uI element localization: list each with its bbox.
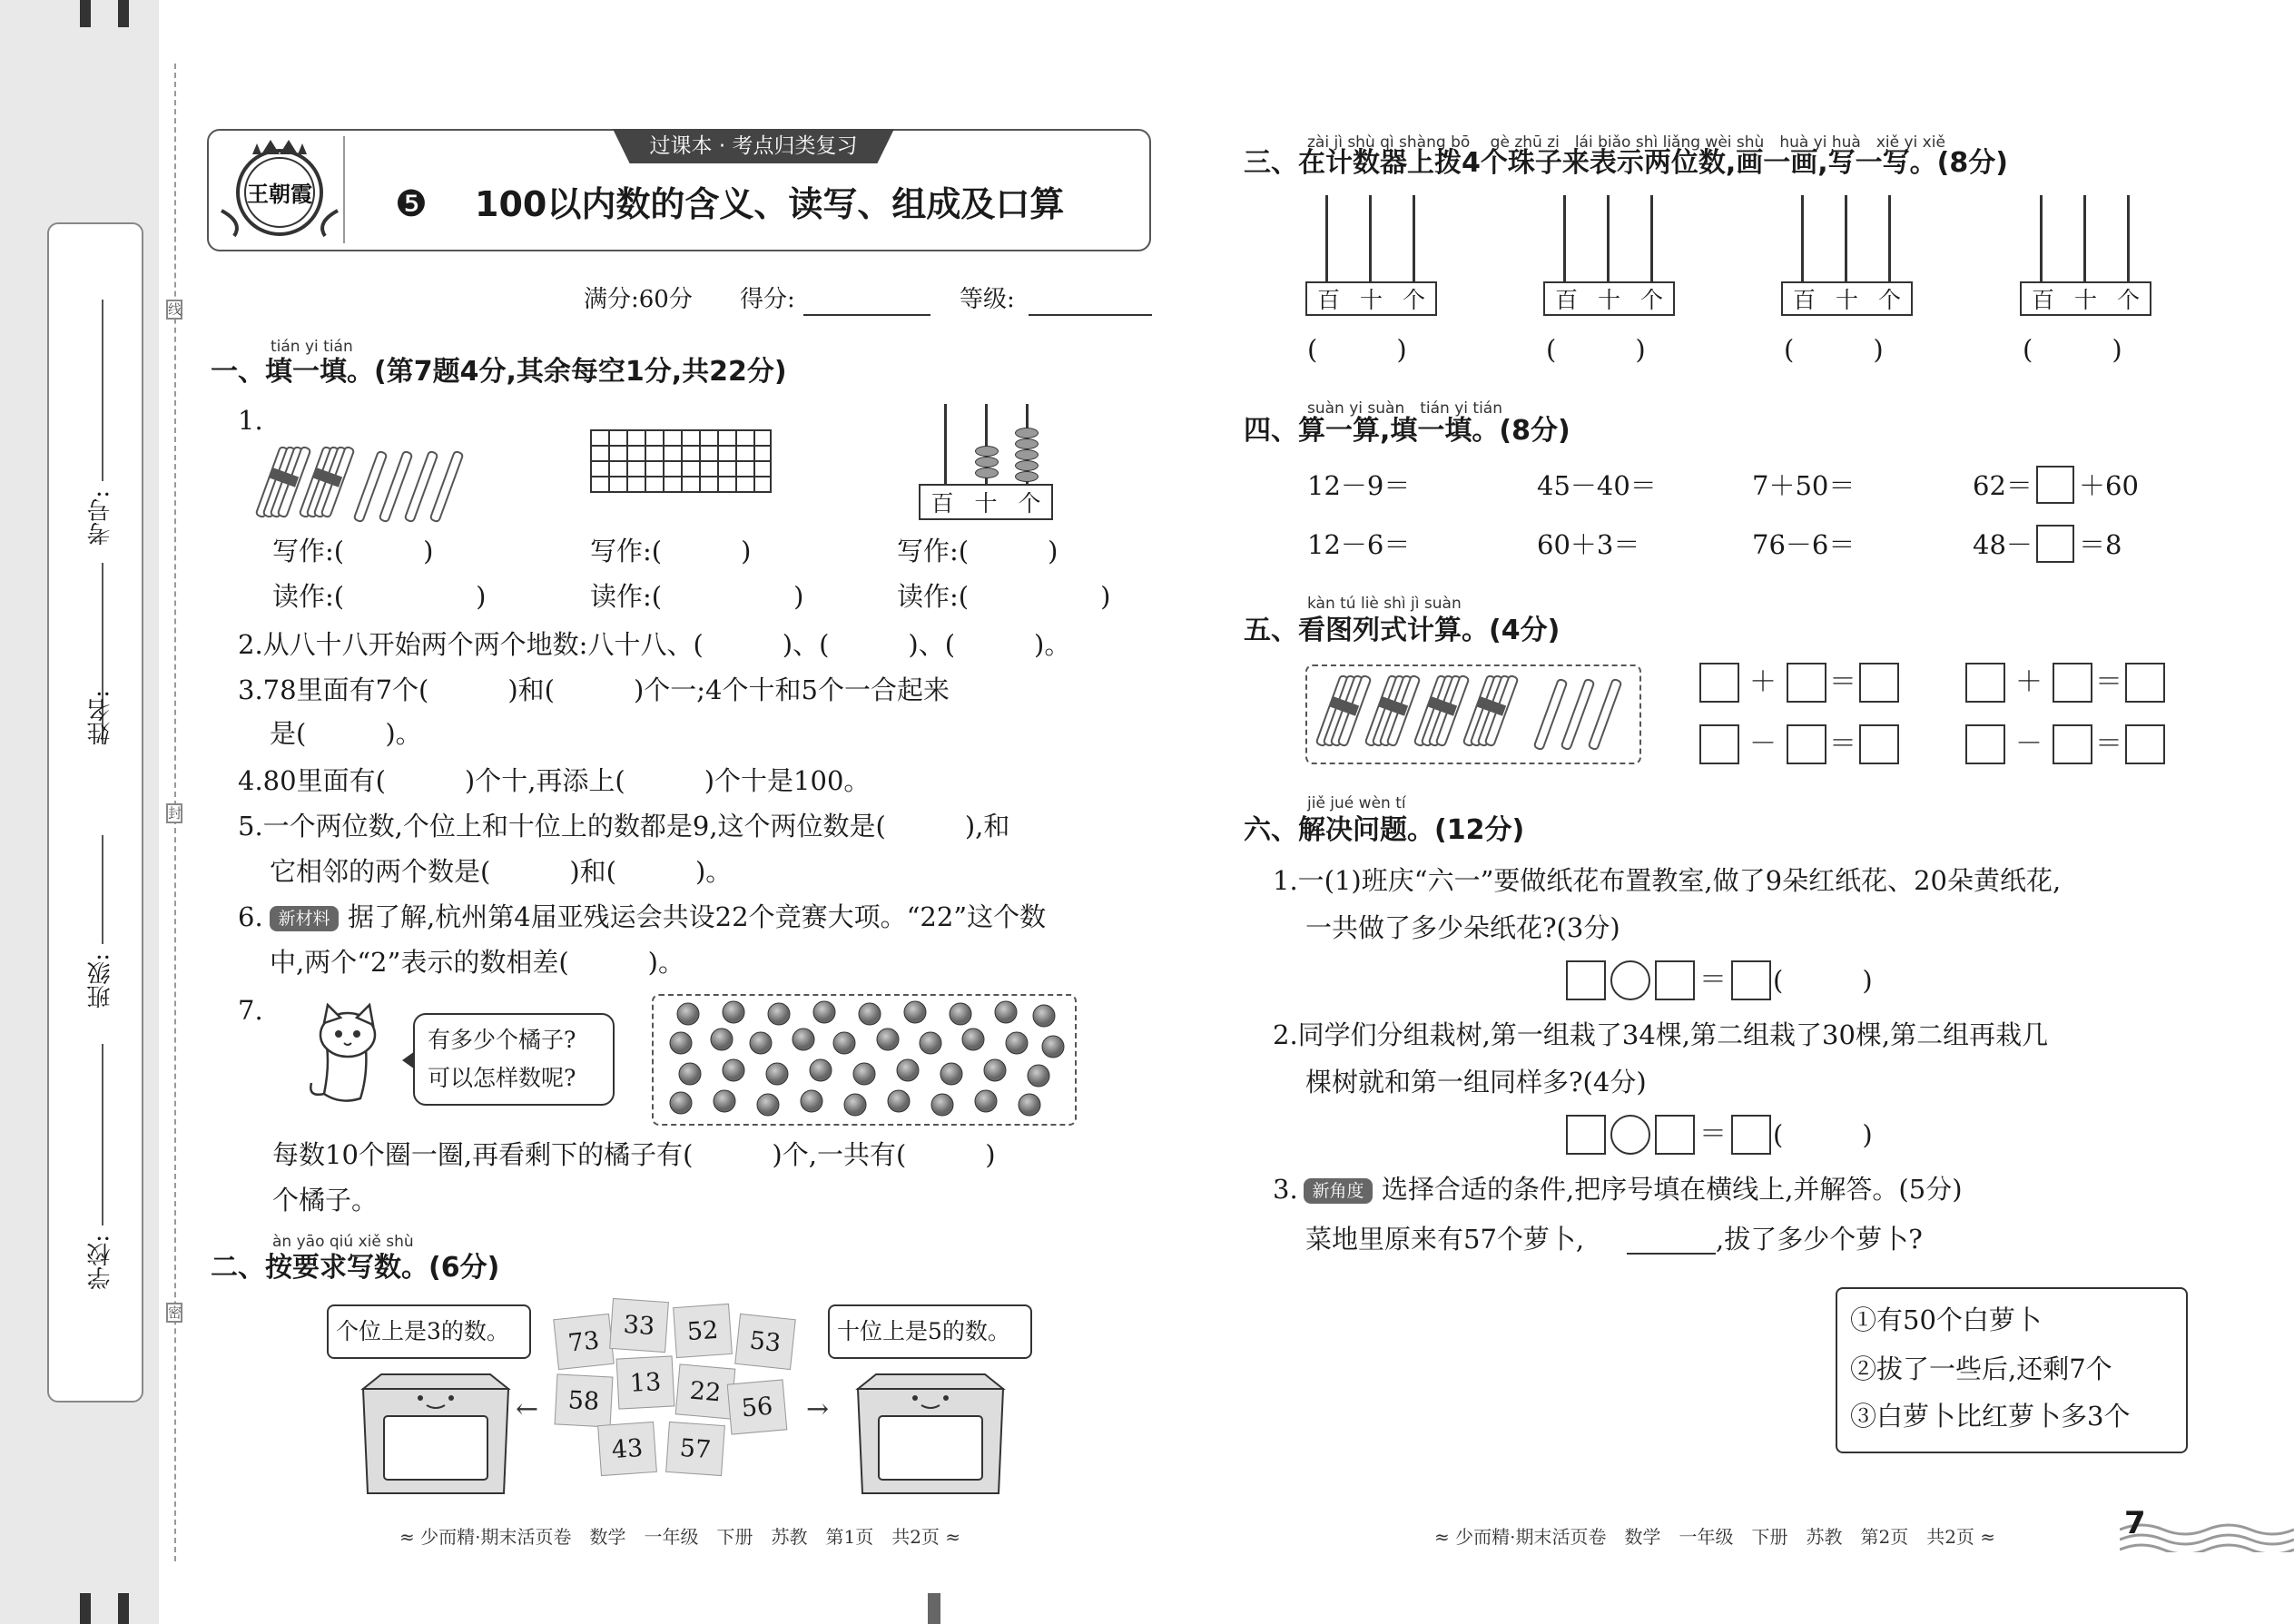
answer-box[interactable] — [1859, 663, 1899, 703]
seam-label: 线 — [168, 301, 182, 318]
calc: ＋60 — [2079, 470, 2139, 501]
speech-bubble — [413, 1013, 615, 1106]
pinyin: tián yi tián — [271, 338, 353, 356]
section-2-title: 二、按要求写数。(6分) — [211, 1252, 500, 1284]
number-card[interactable]: 52 — [673, 1304, 733, 1358]
answer-paren[interactable]: ( ) — [1546, 334, 1646, 365]
equals-sign: ＝ — [1829, 728, 1856, 760]
place-label: 个 — [1877, 287, 1901, 313]
place-label: 个 — [1018, 490, 1041, 517]
question-4: 4.80里面有( )个十,再添上( )个十是100。 — [238, 765, 871, 796]
calc: ＝8 — [2079, 529, 2122, 560]
pinyin: kàn tú liè shì jì suàn — [1307, 595, 1462, 613]
minus-sign: － — [1749, 728, 1777, 760]
question-2: 2.从八十八开始两个两个地数:八十八、( )、( )、( )。 — [238, 629, 1071, 660]
place-label: 十 — [1835, 287, 1858, 313]
option: ③白萝卜比红萝卜多3个 — [1850, 1401, 2131, 1432]
grade-label: 等级: — [960, 286, 1015, 313]
number-card[interactable]: 22 — [675, 1363, 736, 1419]
counter-4[interactable] — [2020, 195, 2151, 322]
answer-box[interactable] — [2036, 525, 2074, 563]
pinyin: jiě jué wèn tí — [1307, 794, 1406, 812]
header-divider — [343, 136, 345, 243]
banner-text: 过课本 · 考点归类复习 — [649, 134, 858, 158]
problem-2: 棵树就和第一组同样多?(4分) — [1305, 1067, 1647, 1097]
place-label: 个 — [1639, 287, 1663, 313]
lesson-number: ❺ — [395, 183, 428, 225]
binding-mark — [118, 0, 129, 27]
question-6-number: 6. — [238, 901, 263, 932]
calc: 62＝ — [1973, 470, 2033, 501]
answer-box[interactable] — [2053, 663, 2092, 703]
binding-mark — [118, 1593, 129, 1624]
answer-box[interactable] — [2125, 724, 2165, 764]
question-3: 是( )。 — [270, 718, 422, 749]
number-card[interactable]: 33 — [609, 1298, 669, 1353]
counter-3[interactable] — [1781, 195, 1913, 322]
problem-3-number: 3. — [1273, 1174, 1298, 1205]
problem-3: 菜地里原来有57个萝卜, — [1305, 1224, 1585, 1255]
sticks-bundle-picture — [1305, 664, 1641, 764]
section-3-title: 三、在计数器上拨4个珠子来表示两位数,画一画,写一写。(8分) — [1244, 147, 2008, 179]
new-angle-tag: 新角度 — [1304, 1178, 1373, 1204]
answer-box[interactable] — [1731, 1115, 1771, 1155]
equals-sign: ＝ — [2095, 666, 2122, 698]
option: ①有50个白萝卜 — [1850, 1304, 2042, 1335]
number-card[interactable]: 13 — [616, 1355, 675, 1409]
page-number: 7 — [2124, 1505, 2146, 1541]
abacus-picture — [917, 404, 1053, 522]
place-label: 百 — [1792, 287, 1816, 313]
number-card[interactable]: 57 — [665, 1422, 725, 1476]
score-label: 得分: — [740, 286, 795, 313]
answer-box[interactable] — [2125, 663, 2165, 703]
answer-box[interactable] — [1655, 960, 1695, 1000]
place-label: 十 — [974, 490, 998, 517]
equals-sign: ＝ — [1699, 1118, 1727, 1150]
equals-sign: ＝ — [2095, 728, 2122, 760]
calc: 48－ — [1973, 529, 2033, 560]
calc: 12－6＝ — [1307, 529, 1411, 560]
answer-box[interactable] — [1699, 663, 1739, 703]
section-5-title: 五、看图列式计算。(4分) — [1244, 615, 1561, 646]
problem-1: 1.一(1)班庆“六一”要做纸花布置教室,做了9朵红纸花、20朵黄纸花, — [1273, 865, 2062, 896]
place-label: 百 — [1554, 287, 1578, 313]
calc: 76－6＝ — [1752, 529, 1856, 560]
place-label: 个 — [2116, 287, 2140, 313]
place-label: 百 — [1316, 287, 1340, 313]
number-card[interactable]: 73 — [553, 1314, 615, 1370]
read-blank[interactable]: 读作:( ) — [272, 581, 487, 612]
read-blank[interactable]: 读作:( ) — [897, 581, 1111, 612]
counter-2[interactable] — [1543, 195, 1675, 322]
write-blank[interactable]: 写作:( ) — [590, 536, 752, 566]
new-material-tag: 新材料 — [270, 906, 339, 931]
q1-number: 1. — [238, 405, 263, 436]
answer-box[interactable] — [1965, 724, 2005, 764]
logo-text: 王朝霞 — [247, 181, 312, 207]
place-label: 十 — [2073, 287, 2097, 313]
plus-sign: ＋ — [2015, 666, 2043, 698]
answer-box[interactable] — [1787, 663, 1826, 703]
sticks-picture — [263, 445, 481, 536]
right-label: 十位上是5的数。 — [837, 1318, 1010, 1344]
page-waves — [2120, 1516, 2294, 1552]
question-6: 中,两个“2”表示的数相差( )。 — [270, 947, 684, 978]
place-label: 百 — [930, 490, 954, 517]
counter-1[interactable] — [1305, 195, 1437, 322]
calc: 60＋3＝ — [1537, 529, 1640, 560]
pinyin: àn yāo qiú xiě shù — [272, 1233, 414, 1251]
right-sort-box[interactable] — [853, 1371, 1008, 1498]
cat-illustration — [304, 1003, 395, 1107]
write-blank[interactable]: 写作:( ) — [897, 536, 1058, 566]
answer-paren[interactable]: ( ) — [1784, 334, 1884, 365]
section-1-title: 一、填一填。(第7题4分,其余每空1分,共22分) — [211, 356, 787, 388]
problem-2: 2.同学们分组栽树,第一组栽了34棵,第二组栽了30棵,第二组再栽几 — [1273, 1019, 2049, 1050]
answer-box[interactable] — [1965, 663, 2005, 703]
class-field[interactable]: 班级: — [84, 835, 120, 1035]
calc: 45－40＝ — [1537, 470, 1657, 501]
hundred-grid-picture — [590, 429, 772, 493]
answer-box[interactable] — [1787, 724, 1826, 764]
exam-no-field[interactable]: 考号: — [84, 300, 120, 572]
answer-box[interactable] — [1699, 724, 1739, 764]
answer-box[interactable] — [2053, 724, 2092, 764]
problem-3: ,拔了多少个萝卜? — [1716, 1224, 1923, 1255]
footer-right: ≈ 少而精·期末活页卷 数学 一年级 下册 苏教 第2页 共2页 ≈ — [1434, 1526, 1996, 1548]
write-blank[interactable]: 写作:( ) — [272, 536, 434, 566]
oranges-picture — [652, 994, 1077, 1126]
place-label: 百 — [2031, 287, 2054, 313]
options-box — [1836, 1287, 2188, 1453]
section-4-title: 四、算一算,填一填。(8分) — [1244, 415, 1570, 447]
question-3: 3.78里面有7个( )和( )个一;4个十和5个一合起来 — [238, 674, 950, 705]
calc: 7＋50＝ — [1752, 470, 1856, 501]
answer-box[interactable] — [1731, 960, 1771, 1000]
binding-mark — [80, 0, 91, 27]
seam-label: 密 — [168, 1304, 182, 1321]
question-7: 每数10个圈一圈,再看剩下的橘子有( )个,一共有( ) — [272, 1139, 996, 1170]
calc: 12－9＝ — [1307, 470, 1411, 501]
problem-3: 选择合适的条件,把序号填在横线上,并解答。(5分) — [1382, 1174, 1963, 1205]
question-5: 5.一个两位数,个位上和十位上的数都是9,这个两位数是( ),和 — [238, 811, 1010, 842]
number-card[interactable]: 53 — [734, 1314, 796, 1370]
left-arrow: ← — [516, 1393, 539, 1425]
operator-circle[interactable] — [1610, 960, 1650, 1000]
page-title: 100以内数的含义、读写、组成及口算 — [475, 184, 1065, 224]
place-label: 十 — [1359, 287, 1383, 313]
plus-sign: ＋ — [1749, 666, 1777, 698]
footer-left: ≈ 少而精·期末活页卷 数学 一年级 下册 苏教 第1页 共2页 ≈ — [399, 1526, 961, 1548]
question-6: 据了解,杭州第4届亚残运会共设22个竞赛大项。“22”这个数 — [348, 901, 1047, 932]
place-label: 十 — [1597, 287, 1620, 313]
bubble-text: 可以怎样数呢? — [428, 1065, 576, 1091]
answer-box[interactable] — [1566, 960, 1606, 1000]
number-card[interactable]: 56 — [727, 1379, 788, 1434]
question-7-number: 7. — [238, 995, 263, 1026]
answer-box[interactable] — [1859, 724, 1899, 764]
grade-input[interactable] — [1029, 314, 1152, 316]
score-input[interactable] — [803, 314, 930, 316]
school-field[interactable]: 学校: — [84, 1044, 120, 1316]
answer-box[interactable] — [1566, 1115, 1606, 1155]
question-7: 个橘子。 — [272, 1185, 379, 1216]
number-card[interactable]: 58 — [555, 1373, 614, 1427]
pinyin: zài jì shù qì shàng bō gè zhū zi lái biǎo shì liǎng wèi shù huà yi huà xiě yi xiě — [1307, 133, 1945, 152]
problem-1: 一共做了多少朵纸花?(3分) — [1305, 912, 1620, 943]
answer-paren[interactable]: ( ) — [1307, 334, 1407, 365]
left-label: 个位上是3的数。 — [336, 1318, 509, 1344]
name-field[interactable]: 姓名: — [84, 563, 120, 835]
bubble-text: 有多少个橘子? — [428, 1027, 576, 1053]
full-score: 满分:60分 — [584, 286, 693, 313]
place-label: 个 — [1402, 287, 1425, 313]
answer-paren[interactable]: ( ) — [2023, 334, 2122, 365]
unit-paren[interactable]: ( ) — [1773, 965, 1873, 996]
answer-box[interactable] — [2036, 466, 2074, 504]
equals-sign: ＝ — [1829, 666, 1856, 698]
center-mark — [928, 1593, 940, 1624]
option: ②拔了一些后,还剩7个 — [1850, 1353, 2112, 1384]
bubble-tail — [402, 1051, 415, 1069]
condition-blank[interactable] — [1627, 1253, 1716, 1255]
unit-paren[interactable]: ( ) — [1773, 1119, 1873, 1150]
equals-sign: ＝ — [1699, 964, 1727, 996]
left-sort-box[interactable] — [359, 1371, 513, 1498]
binding-mark — [80, 1593, 91, 1624]
question-5: 它相邻的两个数是( )和( )。 — [270, 856, 733, 887]
pinyin: suàn yi suàn tián yi tián — [1307, 399, 1502, 418]
right-label-box — [828, 1304, 1032, 1359]
number-card[interactable]: 43 — [597, 1422, 657, 1476]
section-6-title: 六、解决问题。(12分) — [1244, 814, 1525, 846]
operator-circle[interactable] — [1610, 1115, 1650, 1155]
left-label-box — [327, 1304, 531, 1359]
right-arrow: → — [806, 1393, 830, 1425]
minus-sign: － — [2015, 728, 2043, 760]
logo — [216, 136, 343, 243]
seam-label: 封 — [168, 805, 182, 822]
answer-box[interactable] — [1655, 1115, 1695, 1155]
read-blank[interactable]: 读作:( ) — [590, 581, 804, 612]
